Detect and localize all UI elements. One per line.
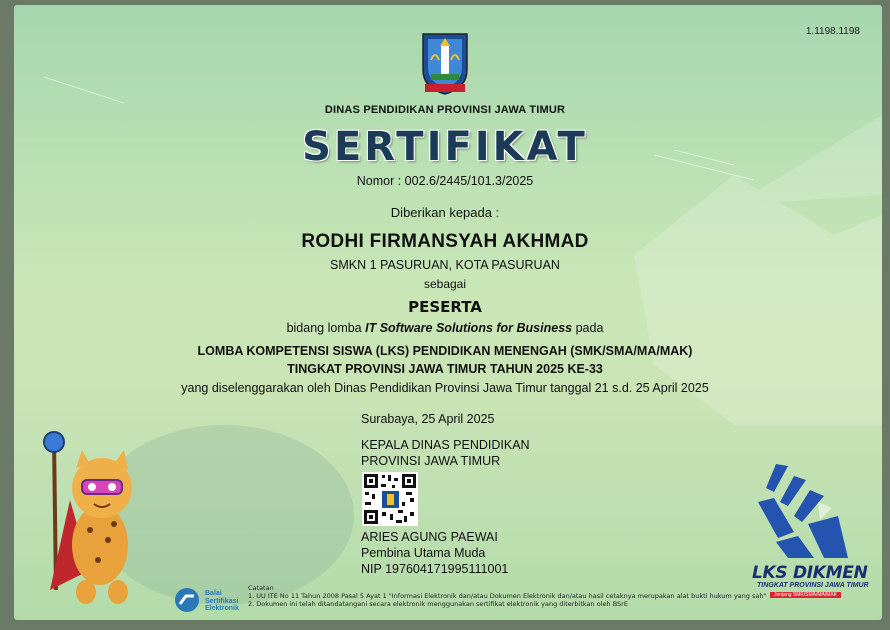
lks-subtitle: TINGKAT PROVINSI JAWA TIMUR (757, 582, 869, 589)
competition-name-line2: TINGKAT PROVINSI JAWA TIMUR TAHUN 2025 KE-33 (287, 362, 603, 376)
signer-name: ARIES AGUNG PAEWAI (361, 530, 498, 544)
field-suffix: pada (575, 321, 604, 335)
bsre-label-line3: Elektronik (205, 605, 239, 612)
notes-title: Catatan (248, 584, 274, 592)
certificate-title: SERTIFIKAT (302, 124, 588, 170)
recipient-school: SMKN 1 PASURUAN, KOTA PASURUAN (330, 258, 560, 272)
qr-code (362, 472, 418, 526)
east-java-emblem-icon (419, 30, 471, 96)
agency-name: DINAS PENDIDIKAN PROVINSI JAWA TIMUR (324, 104, 566, 116)
field-prefix: bidang lomba (286, 321, 362, 335)
note-2: 2. Dokumen ini telah ditandatangani secara elektronik menggunakan sertifikat elektronik yang diterbitkan oleh BSrE (248, 600, 628, 608)
organizer-line: yang diselenggarakan oleh Dinas Pendidikan Provinsi Jawa Timur tanggal 21 s.d. 25 April 2025 (181, 381, 709, 395)
lks-title: LKS DIKMEN (752, 563, 868, 583)
bsre-label-line1: Balai (205, 590, 222, 597)
document-code: 1.1198.1198 (805, 26, 860, 37)
lks-dikmen-logo (748, 462, 860, 566)
bsre-icon (172, 586, 202, 614)
notes-block (248, 584, 766, 608)
competition-name-line1: LOMBA KOMPETENSI SISWA (LKS) PENDIDIKAN MENENGAH (SMK/SMA/MA/MAK) (197, 344, 693, 358)
signer-rank: Pembina Utama Muda (361, 546, 486, 560)
place-date: Surabaya, 25 April 2025 (361, 412, 495, 426)
as-label: sebagai (423, 277, 467, 291)
bsre-label (205, 590, 239, 613)
certificate-number: Nomor : 002.6/2445/101.3/2025 (356, 174, 534, 188)
bsre-label-line2: Sertifikasi (205, 597, 239, 605)
note-1: 1. UU ITE No 11 Tahun 2008 Pasal 5 Ayat 1 "Informasi Elektronik dan/atau Dokumen Elektronik dan/atau hasil cetaknya merupakan alat bukti hukum yang sah" (248, 592, 767, 600)
signer-position-line1: KEPALA DINAS PENDIDIKAN (361, 438, 530, 452)
recipient-name: RODHI FIRMANSYAH AKHMAD (301, 231, 589, 252)
recipient-role: PESERTA (408, 298, 482, 316)
lks-tagline: Jenjang SMK/SMA/MA/MAK (770, 592, 841, 598)
competition-field-line (0, 321, 890, 335)
competition-field: IT Software Solutions for Business (365, 321, 573, 335)
given-to-label: Diberikan kepada : (390, 205, 500, 220)
signer-nip: NIP 197604171995111001 (361, 562, 509, 576)
signer-position-line2: PROVINSI JAWA TIMUR (361, 454, 501, 468)
mascot-illustration (30, 420, 160, 610)
